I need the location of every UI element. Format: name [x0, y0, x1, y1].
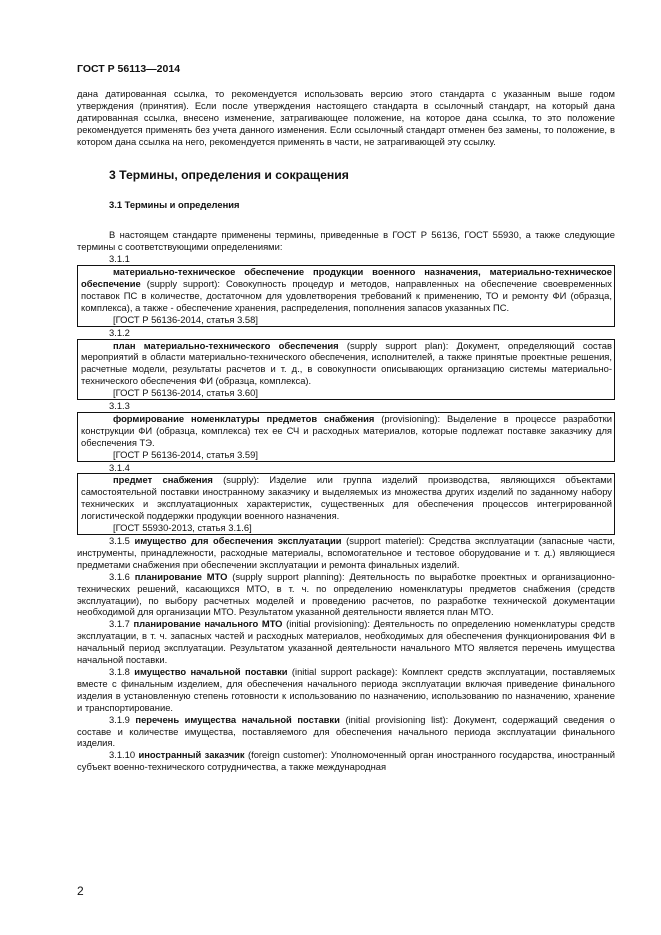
term-box	[77, 412, 615, 462]
term-name: планирование начального МТО	[133, 618, 283, 630]
term-name: имущество для обеспечения эксплуатации	[134, 535, 342, 546]
subsection-title: 3.1 Термины и определения	[109, 199, 240, 211]
term-number: 3.1.7	[109, 618, 130, 630]
term-definition	[81, 266, 612, 314]
term-paragraph	[77, 666, 615, 714]
term-paragraph	[77, 714, 615, 750]
term-number: 3.1.5	[109, 535, 130, 546]
term-source: [ГОСТ Р 56136-2014, статья 3.58]	[113, 313, 258, 325]
page-header: ГОСТ Р 56113—2014	[77, 63, 181, 75]
term-definition	[81, 474, 612, 522]
term-name: формирование номенклатуры предметов снабжения	[113, 412, 375, 424]
term-name: план материально-технического обеспечения	[113, 339, 339, 351]
term-box	[77, 265, 615, 327]
term-box	[77, 473, 615, 535]
term-source: [ГОСТ Р 56136-2014, статья 3.60]	[113, 387, 258, 399]
term-number: 3.1.4	[109, 461, 130, 473]
term-text: (initial support package): Комплект средств эксплуатации, поставляемых вместе с финальным изделием, для обеспечения начального периода эксплуатации включая приведение финального изделия в установленную степень готовности к использованию по назначению, использованию по назначению, хранение и транспортирование.	[77, 665, 616, 713]
term-text: (supply support planning): Деятельность по выработке проектных и организационно-технических решений, касающихся МТО, в т. ч. по определению номенклатуры предметов снабжения (средств эксплуатации), по выбору расчетных моделей и проведению расчетов, по разработке технической документации необходимой для организации МТО. Результатом указанной деятельности является план МТО.	[77, 570, 615, 618]
section-title: 3 Термины, определения и сокращения	[109, 167, 349, 182]
term-text: (initial provisioning list): Документ, содержащий сведения о составе и количестве имущества, поставляемого для обеспечения начального периода эксплуатации финального изделия.	[77, 713, 615, 749]
term-source: [ГОСТ Р 56136-2014, статья 3.59]	[113, 448, 258, 460]
term-text: (initial provisioning): Деятельность по определению номенклатуры средств эксплуатации, в т. ч. запасных частей и расходных материалов, необходимых для обеспечения функционирования ФИ в начальный период эксплуатации. Результатом указанной деятельности начального МТО является перечень имущества начальной поставки.	[77, 618, 615, 666]
intro-paragraph: дана датированная ссылка, то рекомендуется использовать версию этого стандарта с указанным выше годом утверждения (принятия). Если после утверждения настоящего стандарта в ссылочный стандарт, на который дана датированная ссылка, внесено изменение, затрагивающее положение, на которое дана ссылка, то это положение рекомендуется применять без учета данного изменения. Если ссылочный стандарт отменен без замены, то положение, в котором дана ссылка на него, рекомендуется применять в части, не затрагивающей эту ссылку.	[77, 88, 615, 147]
term-source: [ГОСТ 55930-2013, статья 3.1.6]	[113, 522, 252, 534]
term-name: имущество начальной поставки	[134, 665, 288, 677]
term-text: (provisioning): Выделение в процессе разработки конструкции ФИ (образца, комплекса) тех ее СЧ и расходных материалов, которые подлежат поставке заказчику для обеспечения ТЭ.	[81, 412, 613, 448]
term-name: материально-техническое обеспечение продукции военного назначения, материально-техническое обеспечение	[81, 266, 612, 289]
term-text: (supply support): Совокупность процедур и методов, направленных на обеспечение своевременных поставок ПС в количестве, достаточном для удовлетворения требований к применению, ТО и ремонту ФИ (образца, комплекса), а также - обеспечение хранения, распределения, пополнения запасов указанных ПС.	[81, 277, 612, 313]
term-definition	[81, 413, 612, 449]
page-number: 2	[77, 884, 84, 898]
term-number: 3.1.3	[109, 400, 130, 412]
term-number: 3.1.1	[109, 253, 130, 265]
term-text: (foreign customer): Уполномоченный орган иностранного государства, иностранный субъект военно-технического сотрудничества, а также международная	[77, 749, 616, 773]
term-paragraph	[77, 535, 615, 571]
term-name: иностранный заказчик	[138, 749, 245, 761]
term-paragraph	[77, 618, 615, 666]
term-text: (supply): Изделие или группа изделий производства, являющихся объектами самостоятельной поставки иностранному заказчику и выделяемых из множества других изделий по заданному набору технических и эксплуатационных характеристик, существенных для обеспечения процессов интегрированной логистической поддержки продукции военного назначения.	[81, 474, 612, 522]
term-text: (support materiel): Средства эксплуатации (запасные части, инструменты, принадлежности, расходные материалы, вспомогательное и тестовое оборудование и т. д.) являющиеся предметами снабжения при обеспечении эксплуатации и ремонта финальных изделий.	[77, 535, 615, 570]
term-number: 3.1.10	[109, 749, 136, 761]
term-number: 3.1.8	[109, 665, 130, 677]
term-definition	[81, 340, 612, 388]
term-paragraph	[77, 571, 615, 619]
lead-paragraph: В настоящем стандарте применены термины, приведенные в ГОСТ Р 56136, ГОСТ 55930, а также следующие термины с соответствующими определениями:	[77, 229, 615, 253]
term-paragraph	[77, 749, 615, 773]
term-number: 3.1.6	[109, 570, 130, 582]
term-number: 3.1.9	[109, 713, 130, 725]
term-number: 3.1.2	[109, 326, 130, 338]
term-text: (supply support plan): Документ, определяющий состав мероприятий в области материально-технического обеспечения, исполнителей, а также принятые проектные решения, расчетные модели, результаты расчетов и т. д., в совокупности описывающих организацию системы материально-технического обеспечения ФИ (образца, комплекса).	[81, 339, 612, 387]
term-name: планирование МТО	[134, 570, 228, 582]
page-content	[77, 88, 615, 773]
term-name: предмет снабжения	[113, 474, 213, 486]
term-box	[77, 339, 615, 401]
term-name: перечень имущества начальной поставки	[135, 713, 340, 725]
